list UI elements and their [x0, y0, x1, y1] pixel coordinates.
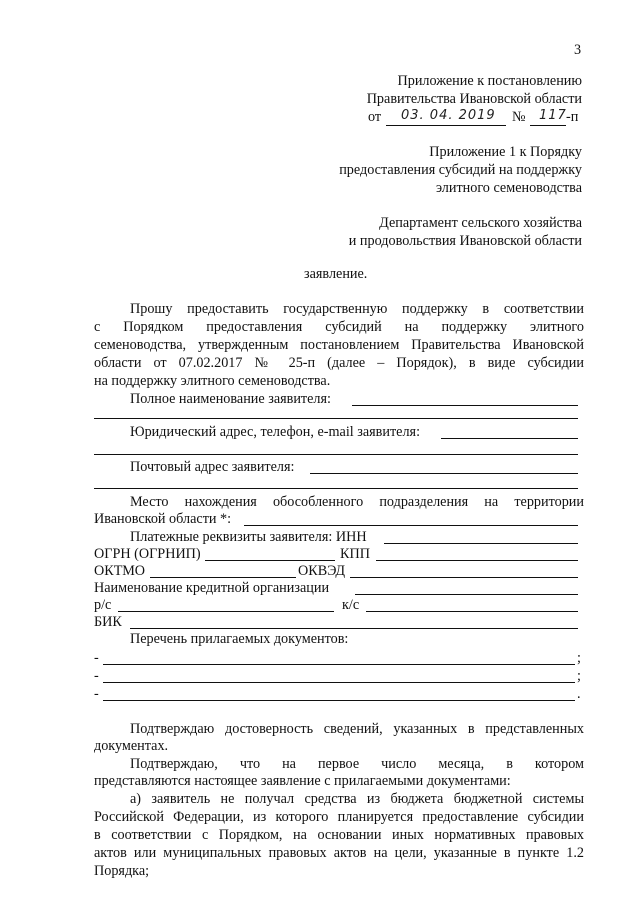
appendix-line-1: Приложение к постановлению — [397, 73, 582, 89]
appendix-line-2: Правительства Ивановской области — [366, 91, 582, 107]
doc-list-field[interactable] — [103, 664, 575, 665]
doc-list-field[interactable] — [103, 682, 575, 683]
addressee-line-1: Департамент сельского хозяйства — [379, 215, 582, 231]
request-line-1: Прошу предоставить государственную поддержку в соответствии — [130, 301, 584, 317]
postal-address-label: Почтовый адрес заявителя: — [130, 459, 295, 475]
addressee-line-2: и продовольствия Ивановской области — [348, 233, 582, 249]
rs-label: р/с — [94, 597, 112, 613]
inn-field[interactable] — [384, 543, 578, 544]
legal-address-label: Юридический адрес, телефон, e-mail заявителя: — [130, 424, 421, 440]
legal-address-field[interactable] — [441, 438, 578, 439]
annex-line-1: Приложение 1 к Порядку — [429, 144, 582, 160]
postal-address-field-line-2[interactable] — [94, 488, 578, 489]
page-number: 3 — [574, 42, 582, 58]
annex-line-2: предоставления субсидий на поддержку — [339, 162, 582, 178]
doc-list-end: . — [577, 686, 581, 702]
ogrn-field[interactable] — [205, 560, 335, 561]
item-a-line-4: актов или муниципальных правовых актов на цели, указанные в пункте 1.2 — [94, 845, 584, 861]
request-line-2: с Порядком предоставления субсидий на поддержку элитного — [94, 319, 584, 335]
bank-name-label: Наименование кредитной организации — [94, 580, 330, 596]
appendix-number-sign: № — [512, 109, 526, 125]
rs-field[interactable] — [118, 611, 334, 612]
branch-location-label-2: Ивановской области *: — [94, 511, 232, 527]
appendix-date-prefix: от — [368, 109, 382, 125]
doc-list-marker: - — [94, 650, 99, 666]
branch-location-field[interactable] — [244, 525, 578, 526]
full-name-label: Полное наименование заявителя: — [130, 391, 331, 407]
payment-details-label: Платежные реквизиты заявителя: ИНН — [130, 529, 367, 545]
appendix-number-suffix: -п — [566, 109, 579, 125]
request-line-3: семеноводства, утвержденным постановлением Правительства Ивановской — [94, 337, 584, 353]
item-a-line-2: Российской Федерации, из которого планируется предоставление субсидии — [94, 809, 584, 825]
request-line-5: на поддержку элитного семеноводства. — [94, 373, 331, 389]
appendix-number-value: 117 — [539, 108, 567, 123]
item-a-line-3: в соответствии с Порядком, на основании иных нормативных правовых — [94, 827, 584, 843]
confirm1-line-1: Подтверждаю достоверность сведений, указанных в представленных — [130, 721, 584, 737]
full-name-field[interactable] — [352, 405, 578, 406]
branch-location-label-1: Место нахождения обособленного подразделения на территории — [130, 494, 584, 510]
ks-label: к/с — [342, 597, 360, 613]
confirm1-line-2: документах. — [94, 738, 169, 754]
kpp-label: КПП — [340, 546, 370, 562]
bank-name-field[interactable] — [355, 594, 578, 595]
legal-address-field-line-2[interactable] — [94, 454, 578, 455]
oktmo-label: ОКТМО — [94, 563, 146, 579]
request-line-4: области от 07.02.2017 № 25-п (далее – Порядок), в виде субсидии — [94, 355, 584, 371]
date-underline — [386, 125, 506, 126]
full-name-field-line-2[interactable] — [94, 418, 578, 419]
okved-label: ОКВЭД — [298, 563, 346, 579]
number-underline — [530, 125, 566, 126]
ks-field[interactable] — [366, 611, 578, 612]
bik-label: БИК — [94, 614, 122, 630]
document-title: заявление. — [304, 266, 368, 282]
doc-list-end: ; — [577, 668, 581, 684]
item-a-line-5: Порядка; — [94, 863, 150, 879]
okved-field[interactable] — [350, 577, 578, 578]
appendix-date-value: 03. 04. 2019 — [401, 108, 496, 123]
item-a-line-1: а) заявитель не получал средства из бюджета бюджетной системы — [130, 791, 584, 807]
confirm2-line-2: представляются настоящее заявление с прилагаемыми документами: — [94, 773, 511, 789]
doc-list-marker: - — [94, 686, 99, 702]
kpp-field[interactable] — [376, 560, 578, 561]
doc-list-marker: - — [94, 668, 99, 684]
postal-address-field[interactable] — [310, 473, 578, 474]
doc-list-end: ; — [577, 650, 581, 666]
bik-field[interactable] — [130, 628, 578, 629]
ogrn-label: ОГРН (ОГРНИП) — [94, 546, 201, 562]
oktmo-field[interactable] — [150, 577, 296, 578]
confirm2-line-1: Подтверждаю, что на первое число месяца, в котором — [130, 756, 584, 772]
documents-list-label: Перечень прилагаемых документов: — [130, 631, 349, 647]
doc-list-field[interactable] — [103, 700, 575, 701]
annex-line-3: элитного семеноводства — [435, 180, 582, 196]
